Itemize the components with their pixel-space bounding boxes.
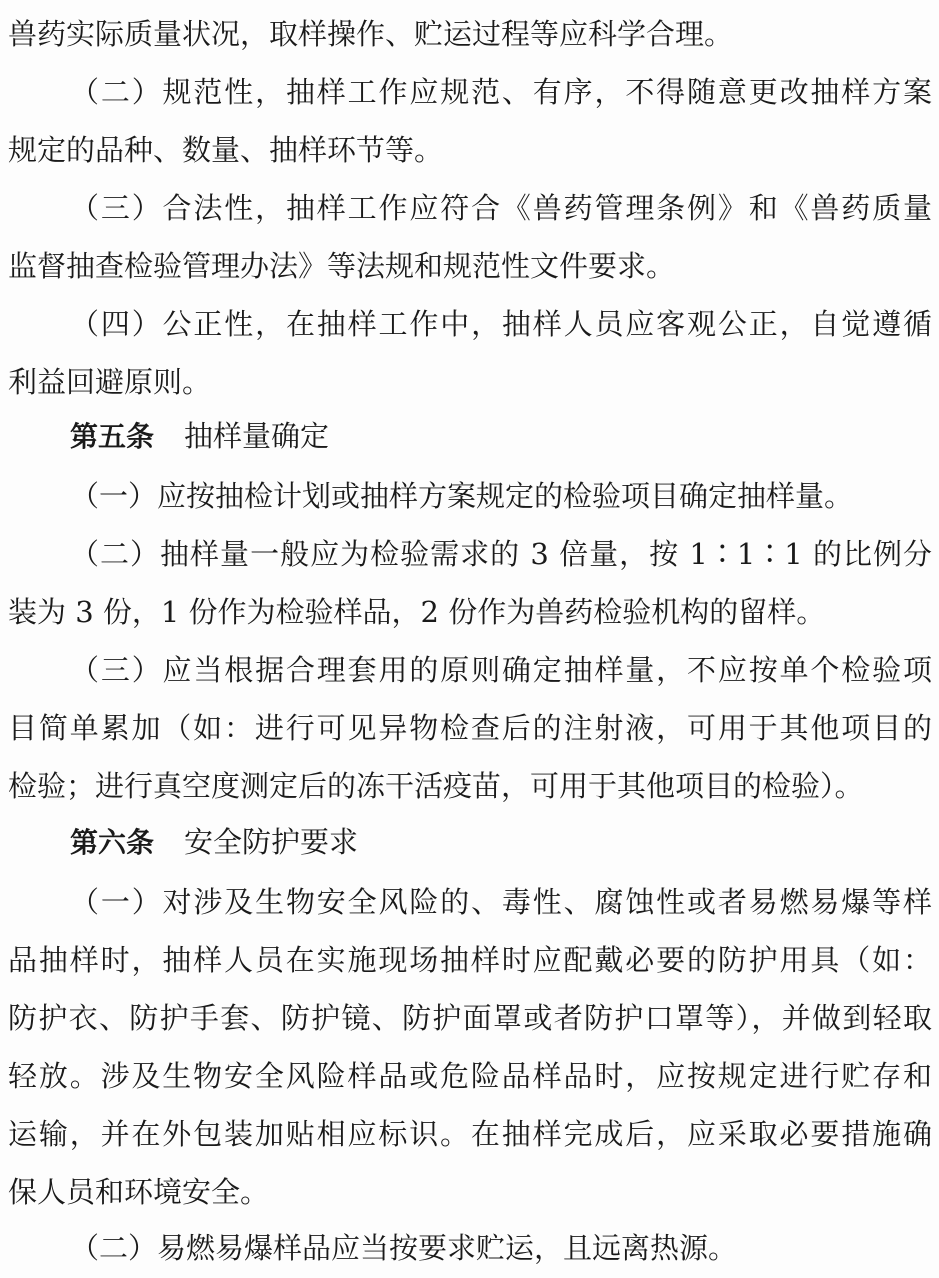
text-line: 目简单累加（如：进行可见异物检查后的注射液，可用于其他项目的 [8, 711, 932, 745]
text-line: 轻放。涉及生物安全风险样品或危险品样品时，应按规定进行贮存和 [8, 1059, 932, 1093]
text-line: 装为 3 份，1 份作为检验样品，2 份作为兽药检验机构的留样。 [8, 595, 826, 629]
text-line: （二）易燃易爆样品应当按要求贮运，且远离热源。 [70, 1231, 738, 1265]
article-5-heading [70, 406, 932, 466]
text-line: （二）规范性，抽样工作应规范、有序，不得随意更改抽样方案 [70, 75, 932, 109]
text-line: 品抽样时，抽样人员在实施现场抽样时应配戴必要的防护用具（如： [8, 943, 932, 977]
article-6-title: 安全防护要求 [184, 825, 359, 859]
text-line: （一）应按抽检计划或抽样方案规定的检验项目确定抽样量。 [70, 479, 854, 513]
text-line: （三）应当根据合理套用的原则确定抽样量，不应按单个检验项 [70, 653, 932, 687]
text-line: 保人员和环境安全。 [8, 1175, 270, 1209]
text-line: 检验；进行真空度测定后的冻干活疫苗，可用于其他项目的检验）。 [8, 769, 864, 803]
article-5-title: 抽样量确定 [184, 419, 330, 453]
text-line: 运输，并在外包装加贴相应标识。在抽样完成后，应采取必要措施确 [8, 1117, 932, 1151]
text-line: 防护衣、防护手套、防护镜、防护面罩或者防护口罩等），并做到轻取 [8, 1001, 932, 1035]
text-line: （一）对涉及生物安全风险的、毒性、腐蚀性或者易燃易爆等样 [70, 885, 932, 919]
text-line: （二）抽样量一般应为检验需求的 3 倍量，按 1∶1∶1 的比例分 [70, 537, 932, 571]
article-5-number: 第五条 [70, 420, 155, 453]
text-line: （三）合法性，抽样工作应符合《兽药管理条例》和《兽药质量 [70, 191, 932, 225]
text-line: 利益回避原则。 [8, 365, 212, 399]
article-6-number: 第六条 [70, 826, 155, 859]
article-6-heading [70, 812, 932, 872]
text-line: （四）公正性，在抽样工作中，抽样人员应客观公正，自觉遵循 [70, 307, 932, 341]
text-line: 规定的品种、数量、抽样环节等。 [8, 133, 444, 167]
text-line: 监督抽查检验管理办法》等法规和规范性文件要求。 [8, 249, 676, 283]
text-line: 兽药实际质量状况，取样操作、贮运过程等应科学合理。 [8, 17, 734, 51]
